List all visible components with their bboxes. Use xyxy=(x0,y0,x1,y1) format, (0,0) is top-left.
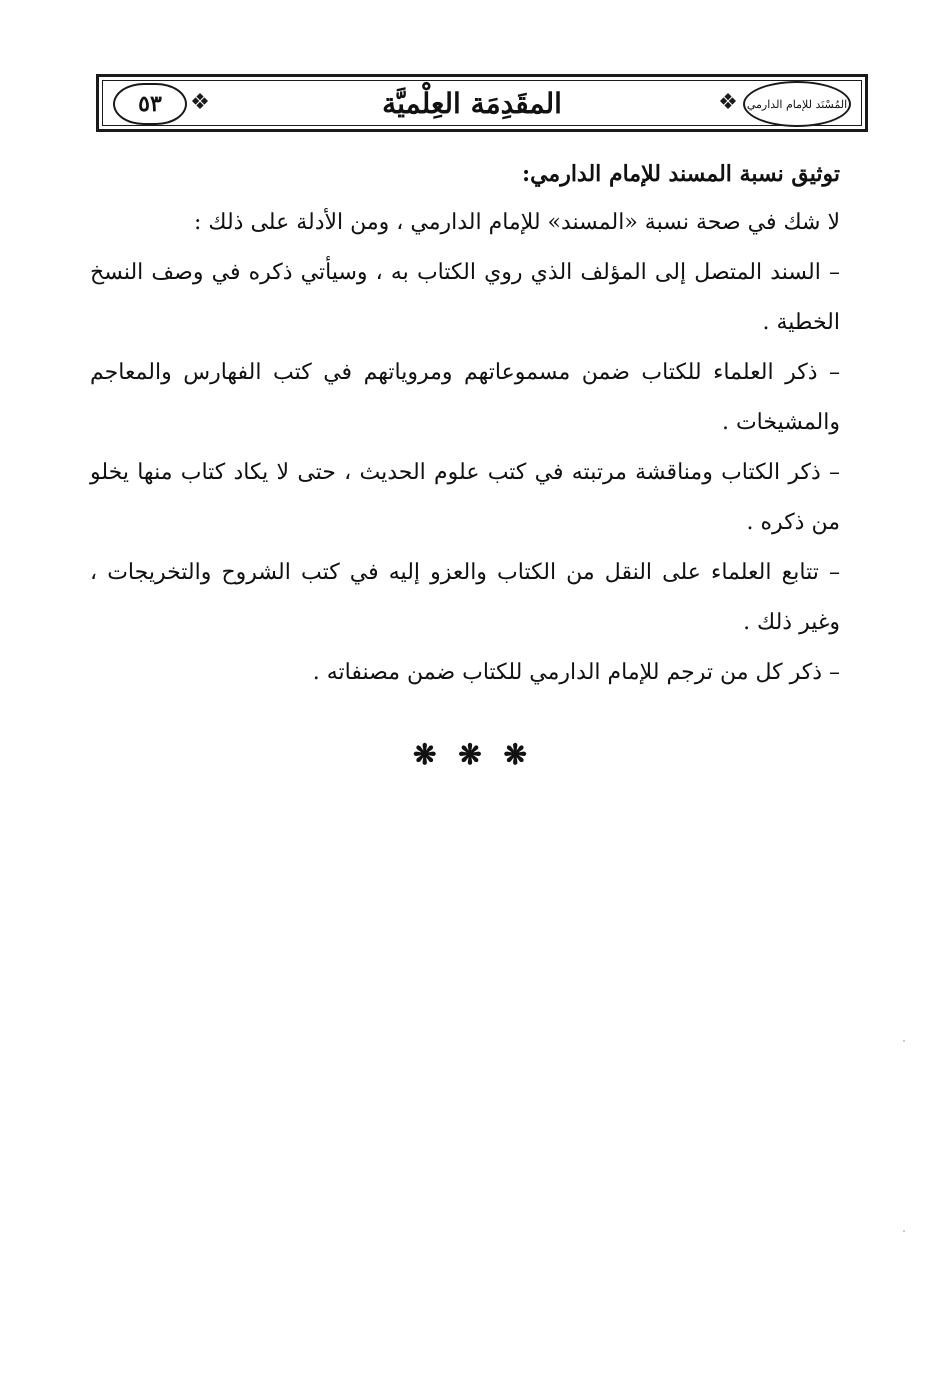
page-title: المقَدِمَة العِلْميَّة xyxy=(382,86,562,120)
page-header xyxy=(96,74,868,132)
ornament-icon: ❖ xyxy=(718,90,738,115)
scan-speck xyxy=(903,1040,905,1042)
main-content xyxy=(90,150,840,698)
section-heading: توثيق نسبة المسند للإمام الدارمي: xyxy=(521,161,840,187)
list-item: – ذكر كل من ترجم للإمام الدارمي للكتاب ضمن مصنفاته . xyxy=(312,660,840,685)
list-item: – السند المتصل إلى المؤلف الذي روي الكتاب به ، وسيأتي ذكره في وصف النسخ الخطية . xyxy=(90,260,840,335)
list-item: – ذكر الكتاب ومناقشة مرتبته في كتب علوم الحديث ، حتى لا يكاد كتاب منها يخلو من ذكره . xyxy=(90,460,840,535)
list-item: – ذكر العلماء للكتاب ضمن مسموعاتهم ومروياتهم في كتب الفهارس والمعاجم والمشيخات . xyxy=(90,360,840,435)
book-emblem: المُسْنَد للإمام الدارمي xyxy=(743,81,851,127)
section-separator: ❋ ❋ ❋ xyxy=(413,738,533,771)
list-item: – تتابع العلماء على النقل من الكتاب والعزو إليه في كتب الشروح والتخريجات ، وغير ذلك . xyxy=(90,560,840,635)
intro-paragraph: لا شك في صحة نسبة «المسند» للإمام الدارمي ، ومن الأدلة على ذلك : xyxy=(194,210,840,235)
page-number: ٥٣ xyxy=(113,83,187,125)
scan-speck xyxy=(903,1230,905,1232)
ornament-icon: ❖ xyxy=(190,90,210,115)
